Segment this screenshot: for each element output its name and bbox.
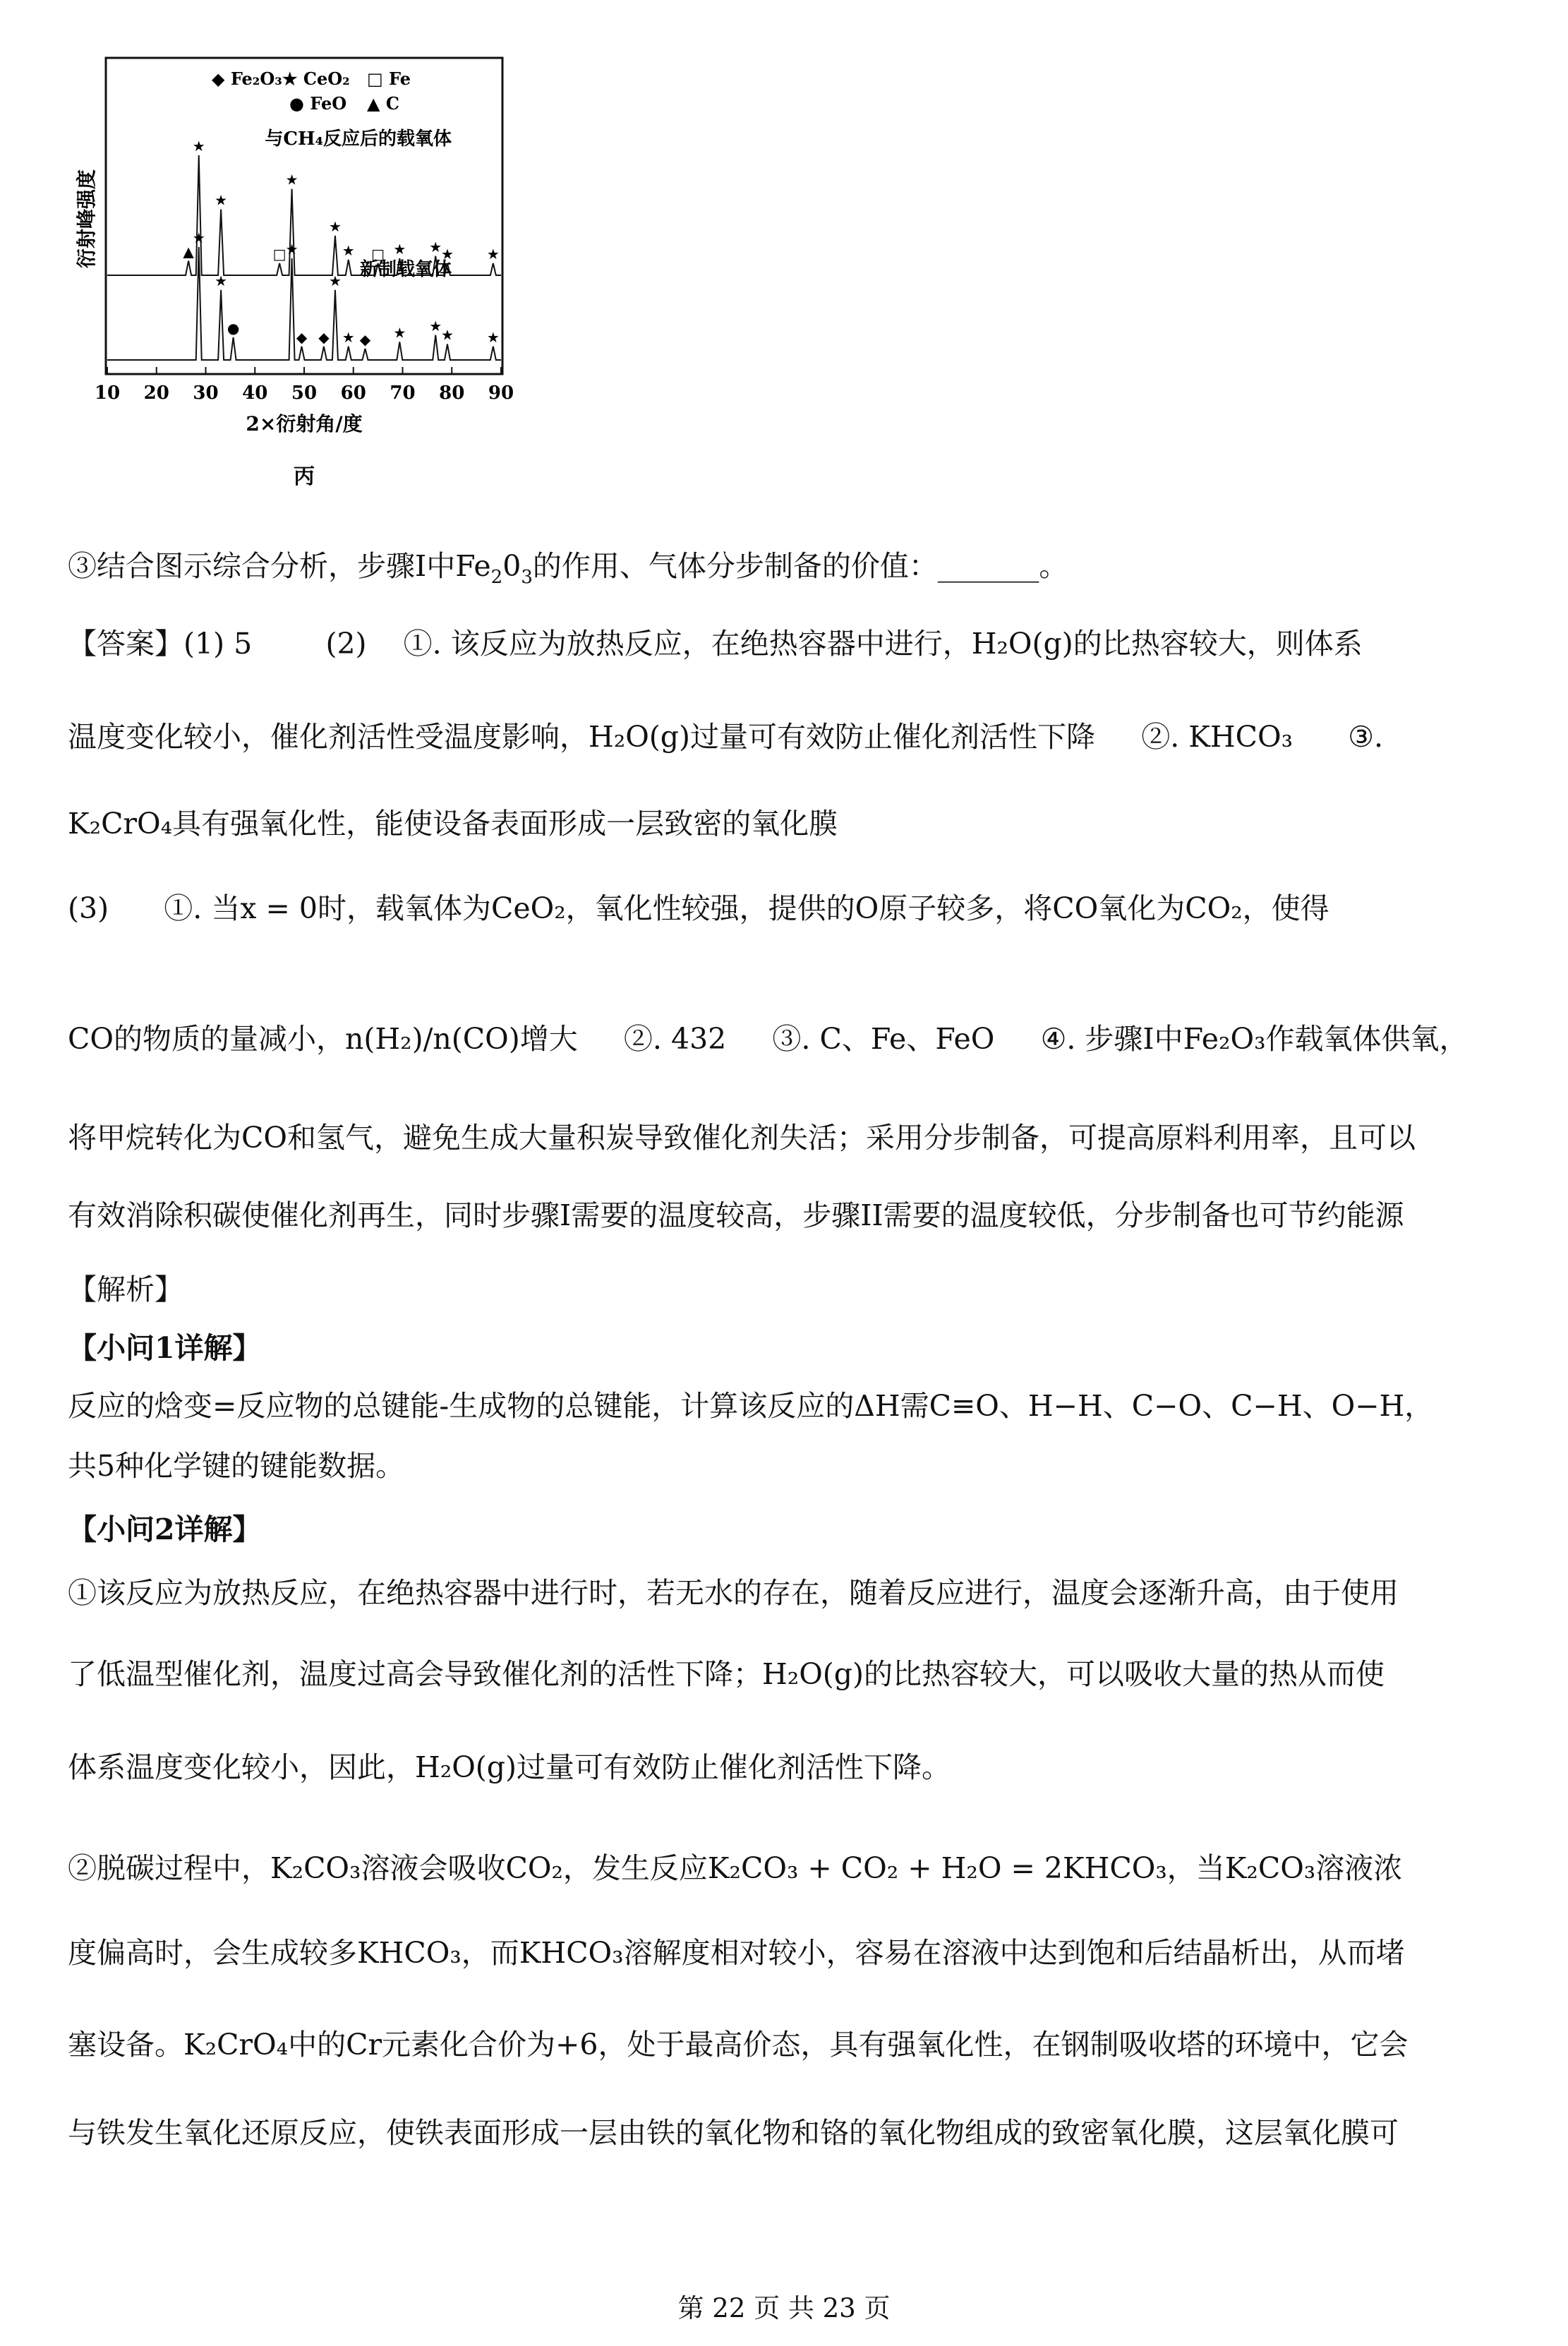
answer-line: K₂CrO₄具有强氧化性，能使设备表面形成一层致密的氧化膜 <box>68 807 838 841</box>
peak-marker: ● <box>227 320 240 337</box>
x-tick-label: 10 <box>94 383 121 404</box>
peak-marker: ★ <box>393 241 406 258</box>
peak-marker: ★ <box>328 272 342 289</box>
answer-line: 将甲烷转化为CO和氢气，避免生成大量积炭导致催化剂失活；采用分步制备，可提高原料利用率，且可以 <box>68 1121 1416 1155</box>
answer-line: 【答案】(1) 5 (2) ①. 该反应为放热反应，在绝热容器中进行，H₂O(g)的比热容较大，则体系 <box>68 627 1363 661</box>
chart-x-label: 2×衍射角/度 <box>246 412 363 435</box>
chart-legend <box>212 68 411 114</box>
x-tick-label: 40 <box>242 383 268 404</box>
x-tick-label: 90 <box>488 383 514 404</box>
x-tick-label: 30 <box>193 383 219 404</box>
peak-marker: ★ <box>192 229 205 246</box>
peak-marker: ★ <box>215 272 228 289</box>
question-3-prompt: ③结合图示综合分析，步骤I中$Fe_20_3$的作用、气体分步制备的价值：_______。 <box>68 549 1068 588</box>
legend-entry: ★ CeO₂ <box>282 68 350 89</box>
x-tick-label: 60 <box>340 383 366 404</box>
sub2-line: 了低温型催化剂，温度过高会导致催化剂的活性下降；H₂O(g)的比热容较大，可以吸收大量的热从而使 <box>68 1657 1385 1691</box>
answer-line: (3) ①. 当x = 0时，载氧体为CeO₂，氧化性较强，提供的O原子较多，将CO氧化为CO₂，使得 <box>68 891 1329 925</box>
peak-marker: □ <box>272 246 287 263</box>
sub2-line: 度偏高时，会生成较多KHCO₃，而KHCO₃溶解度相对较小，容易在溶液中达到饱和后结晶析出，从而堵 <box>68 1936 1405 1970</box>
peak-marker: ★ <box>342 241 355 259</box>
legend-entry: □ Fe <box>367 68 411 89</box>
page-footer: 第 22 页 共 23 页 <box>677 2293 891 2323</box>
peak-marker: ★ <box>328 217 342 235</box>
peak-marker: ★ <box>285 171 298 188</box>
sub2-header: 【小问2详解】 <box>68 1512 262 1546</box>
legend-entry: ◆ Fe₂O₃ <box>212 68 282 89</box>
peak-marker: ★ <box>342 328 355 346</box>
chart-series <box>107 128 501 360</box>
peak-marker: ◆ <box>318 328 330 346</box>
peak-marker: ★ <box>429 317 442 335</box>
analysis-header: 【解析】 <box>68 1273 183 1306</box>
xrd-chart <box>71 49 522 501</box>
sub1-line: 共5种化学键的键能数据。 <box>68 1449 405 1483</box>
x-tick-label: 50 <box>291 383 318 404</box>
sub2-line: 与铁发生氧化还原反应，使铁表面形成一层由铁的氧化物和铬的氧化物组成的致密氧化膜，这层氧化膜可 <box>68 2116 1399 2150</box>
x-tick-label: 20 <box>143 383 169 404</box>
answer-line: CO的物质的量减小，n(H₂)/n(CO)增大 ②. 432 ③. C、Fe、FeO ④. 步骤I中Fe₂O₃作载氧体供氧， <box>68 1022 1469 1056</box>
peak-marker: ◆ <box>296 328 308 346</box>
sub1-header: 【小问1详解】 <box>68 1331 262 1365</box>
series-label: 与CH₄反应后的载氧体 <box>265 128 452 150</box>
peak-marker: ★ <box>486 246 500 263</box>
peak-marker: ◆ <box>359 331 371 348</box>
peak-marker: □ <box>371 246 385 263</box>
xrd-chart-svg <box>71 49 522 501</box>
answer-line: 温度变化较小，催化剂活性受温度影响，H₂O(g)过量可有效防止催化剂活性下降 ②. KHCO₃ ③. <box>68 720 1384 754</box>
series-label: 新制载氧体 <box>359 259 452 280</box>
peak-marker: ★ <box>429 238 442 255</box>
peak-marker: ★ <box>441 326 454 344</box>
x-tick-label: 70 <box>390 383 416 404</box>
answer-line: 有效消除积碳使催化剂再生，同时步骤I需要的温度较高，步骤II需要的温度较低，分步制备也可节约能源 <box>68 1198 1404 1232</box>
sub2-line: ①该反应为放热反应，在绝热容器中进行时，若无水的存在，随着反应进行，温度会逐渐升高，由于使用 <box>68 1576 1399 1610</box>
x-tick-label: 80 <box>439 383 465 404</box>
legend-entry: ● FeO <box>289 93 347 114</box>
chart-x-ticks <box>95 367 514 404</box>
peak-marker: ★ <box>393 324 406 342</box>
sub2-line: 体系温度变化较小，因此，H₂O(g)过量可有效防止催化剂活性下降。 <box>68 1750 951 1784</box>
chart-y-label: 衍射峰强度 <box>75 169 98 269</box>
peak-marker: ★ <box>441 246 454 263</box>
peak-marker: ★ <box>285 241 298 258</box>
sub1-line: 反应的焓变=反应物的总键能-生成物的总键能，计算该反应的ΔH需C≡O、H−H、C−O、C−H、O−H， <box>68 1389 1434 1423</box>
peak-marker: ★ <box>215 191 228 209</box>
legend-entry: ▲ C <box>367 93 399 114</box>
peak-marker: ★ <box>192 138 205 155</box>
sub2-line: ②脱碳过程中，K₂CO₃溶液会吸收CO₂，发生反应K₂CO₃ + CO₂ + H₂O = 2KHCO₃，当K₂CO₃溶液浓 <box>68 1851 1403 1885</box>
sub2-line: 塞设备。K₂CrO₄中的Cr元素化合价为+6，处于最高价态，具有强氧化性，在钢制吸收塔的环境中，它会 <box>68 2028 1409 2062</box>
peak-marker: ★ <box>486 328 500 346</box>
peak-marker: ▲ <box>183 243 194 260</box>
chart-figure-label: 丙 <box>294 464 315 489</box>
